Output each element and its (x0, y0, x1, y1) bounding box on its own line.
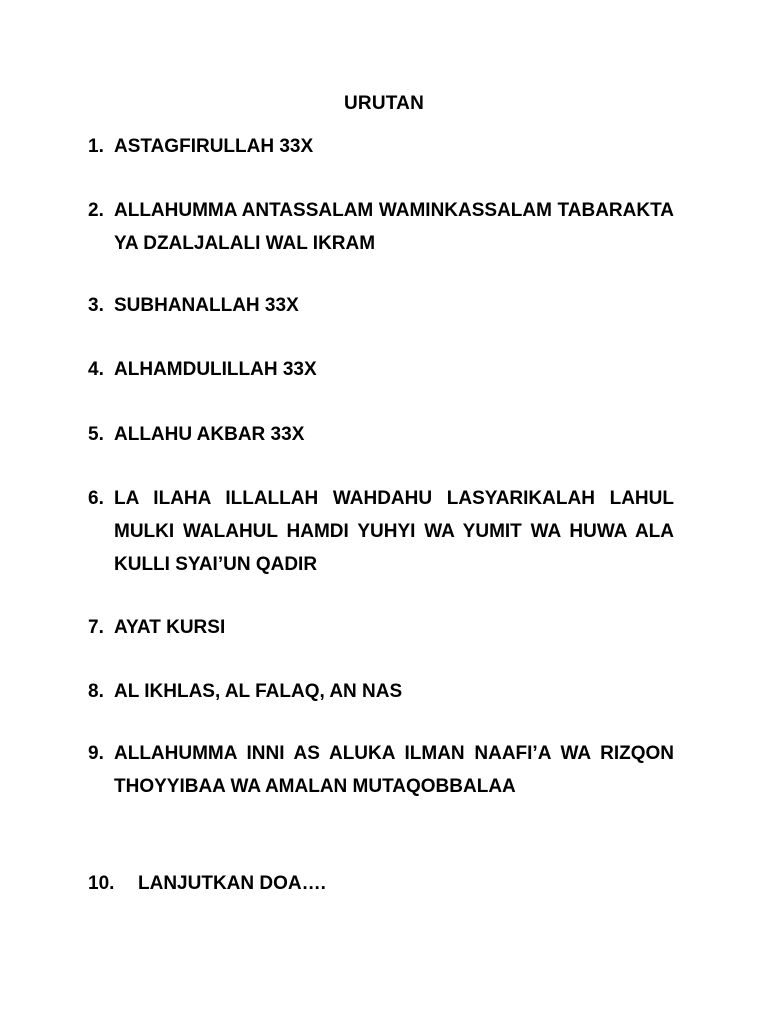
list-item (88, 867, 674, 900)
list-item-text: ALLAHUMMA INNI AS ALUKA ILMAN NAAFI’A WA RIZQON THOYYIBAA WA AMALAN MUTAQOBBALAA (114, 743, 674, 797)
list-item-number: 10. (88, 873, 115, 894)
list-item-number: 3. (88, 295, 104, 316)
list-item (88, 130, 674, 163)
list-item-number: 8. (88, 681, 104, 702)
list-item-number: 6. (88, 488, 104, 509)
list-item-text: ASTAGFIRULLAH 33X (114, 136, 314, 157)
list-item-text: SUBHANALLAH 33X (114, 295, 299, 316)
list-item-number: 5. (88, 424, 104, 445)
list-item (88, 611, 674, 644)
list-item-text: ALHAMDULILLAH 33X (114, 359, 317, 380)
list-item-text: ALLAHU AKBAR 33X (114, 424, 305, 445)
list-item-number: 2. (88, 200, 104, 221)
list-item (88, 418, 674, 451)
list-item-text: LANJUTKAN DOA…. (138, 873, 326, 894)
list-item (88, 194, 674, 260)
list-item-text: LA ILAHA ILLALLAH WAHDAHU LASYARIKALAH LAHUL MULKI WALAHUL HAMDI YUHYI WA YUMIT WA HUWA ALA KULLI SYAI’UN QADIR (114, 488, 674, 575)
list-item (88, 289, 674, 322)
list-item-number: 4. (88, 359, 104, 380)
list-item-number: 9. (88, 743, 104, 764)
list-item-number: 1. (88, 136, 104, 157)
list-item-text: AL IKHLAS, AL FALAQ, AN NAS (114, 681, 403, 702)
list-item (88, 675, 674, 708)
list-item-text: AYAT KURSI (114, 617, 226, 638)
page-title: URUTAN (343, 93, 424, 114)
list-item (88, 353, 674, 386)
list-item-number: 7. (88, 617, 104, 638)
list-item (88, 482, 674, 581)
list-item-text: ALLAHUMMA ANTASSALAM WAMINKASSALAM TABARAKTA YA DZALJALALI WAL IKRAM (114, 200, 674, 254)
list-item (88, 737, 674, 803)
